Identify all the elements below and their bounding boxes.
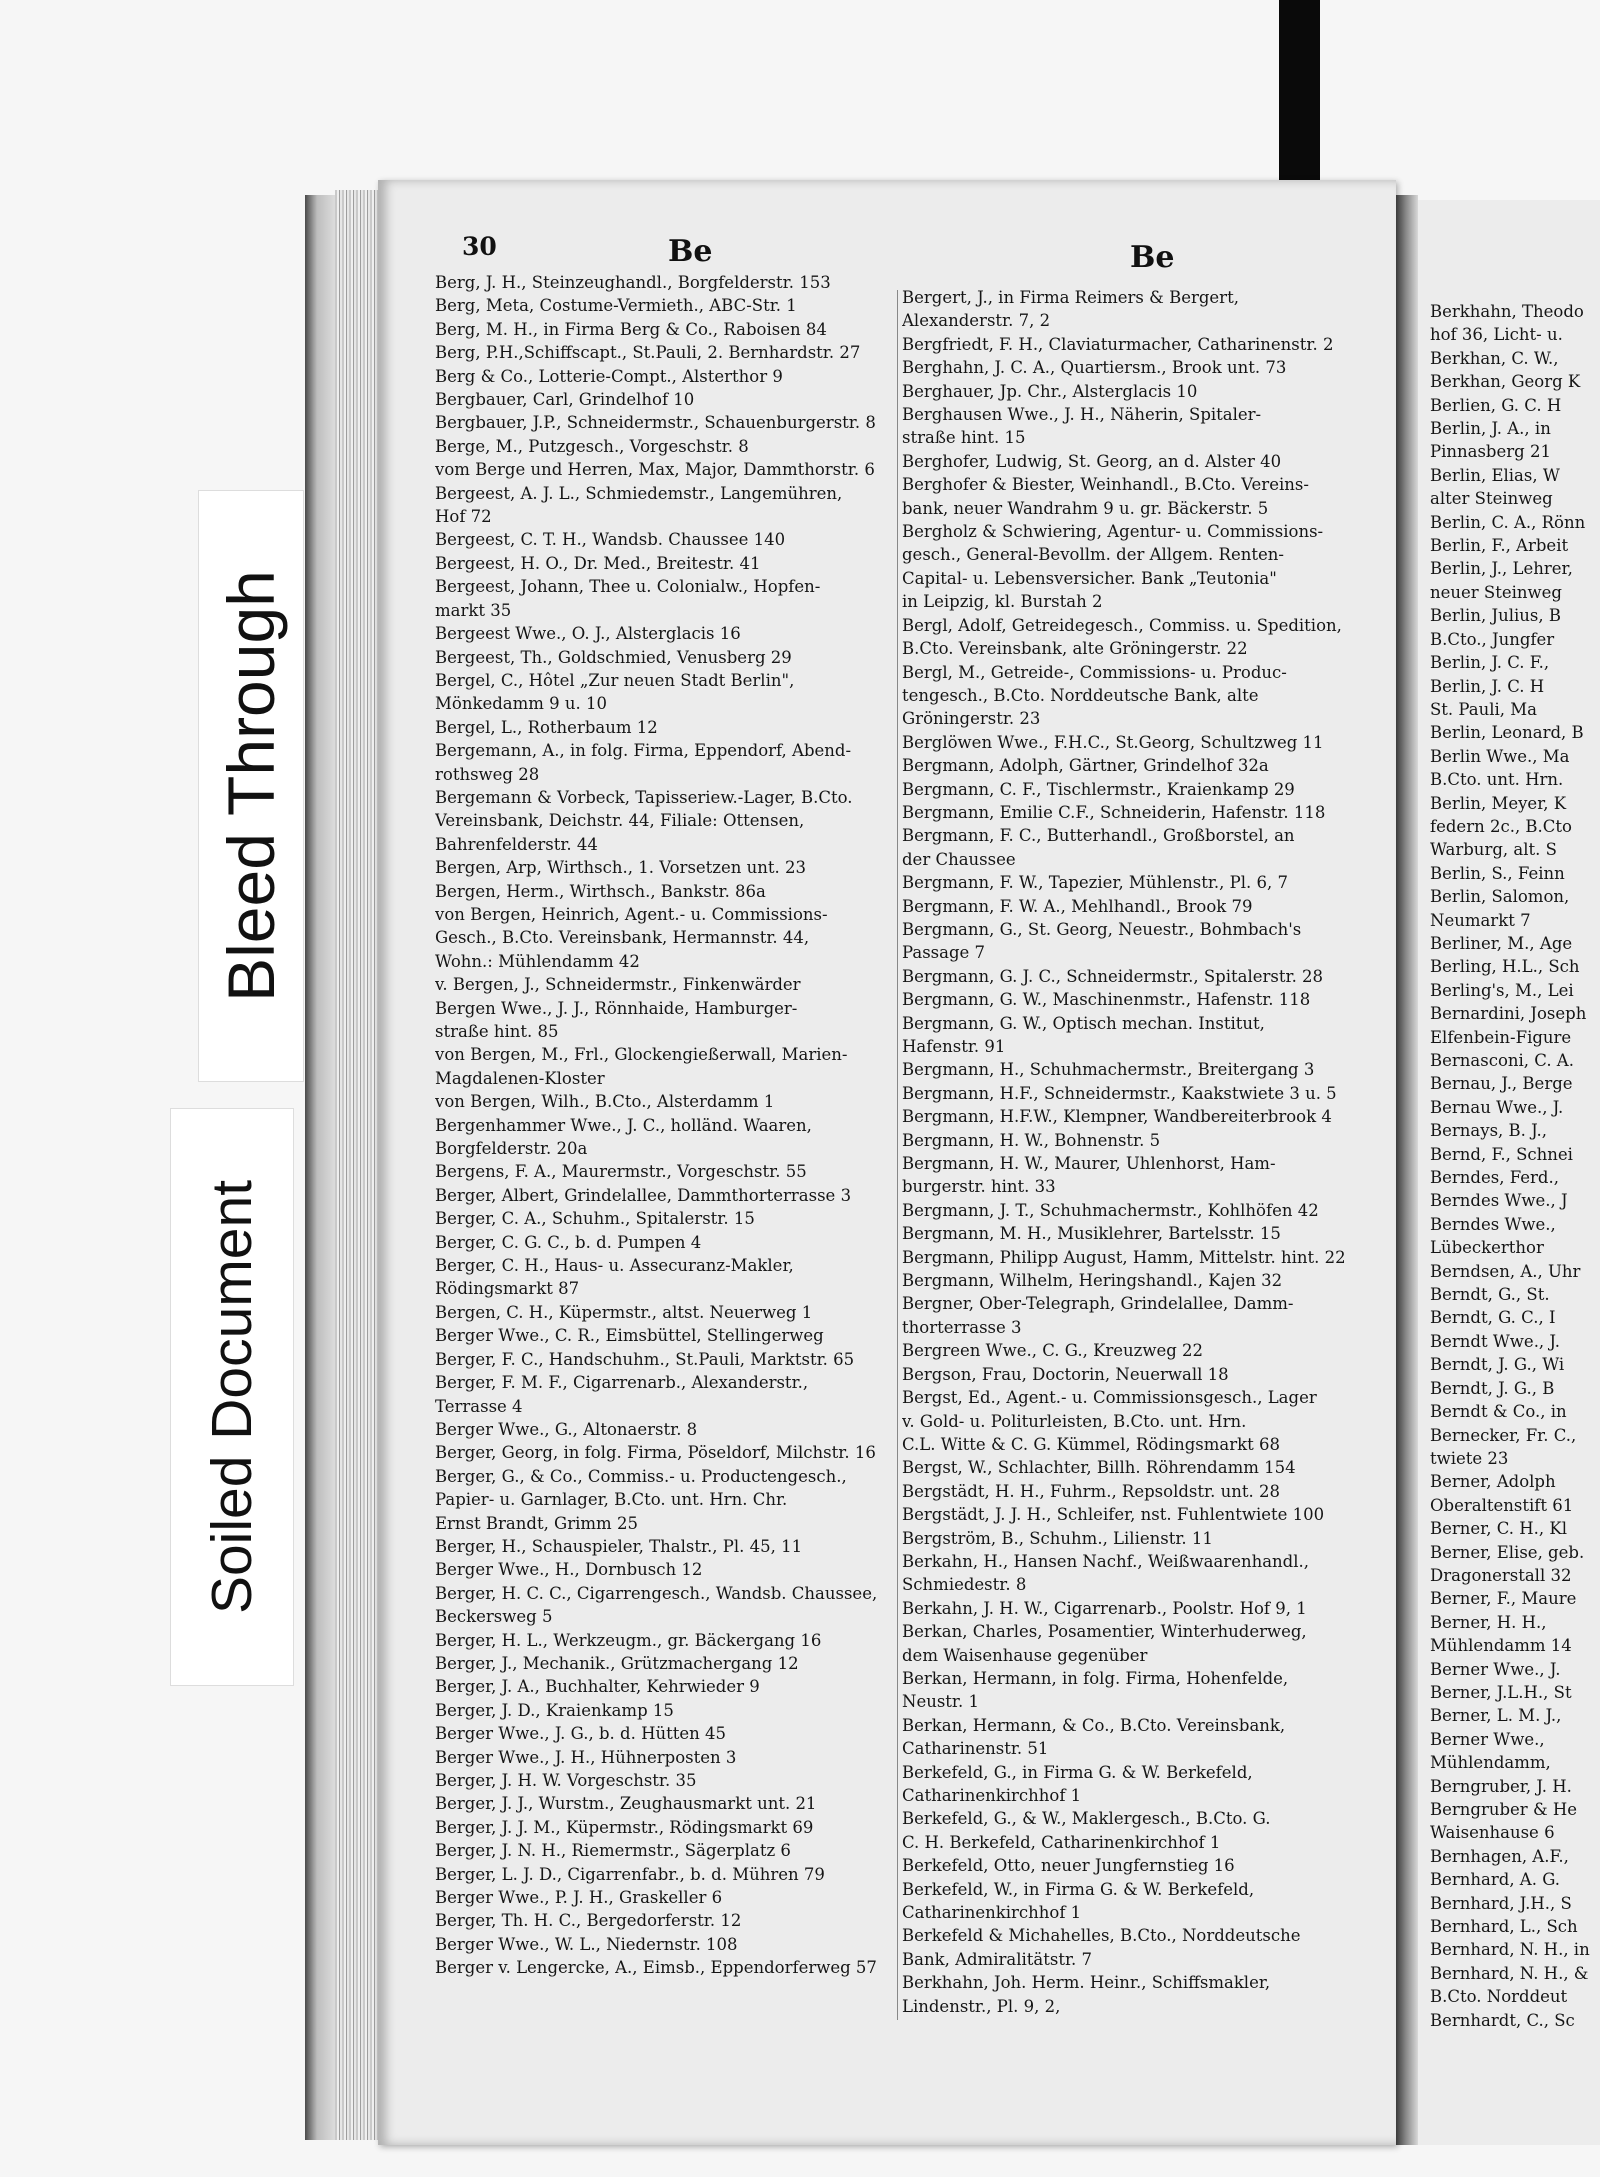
directory-entry-line: Schmiedestr. 8 xyxy=(902,1575,1027,1595)
directory-entry-line: Berkan, Charles, Posamentier, Winterhuderweg, xyxy=(902,1622,1307,1642)
directory-entry-line: Berger, H., Schauspieler, Thalstr., Pl. 45, 11 xyxy=(435,1536,803,1556)
directory-entry-line: Bergstädt, J. J. H., Schleifer, nst. Fuhlentwiete 100 xyxy=(902,1505,1325,1525)
directory-entry-line: Berger, C. H., Haus- u. Assecuranz-Makler, xyxy=(435,1256,794,1276)
directory-entry-line: Berner, L. M. J., xyxy=(1430,1706,1562,1726)
book-page-edges xyxy=(335,190,380,2140)
directory-entry-line: Hof 72 xyxy=(435,507,492,527)
directory-entry-line: dem Waisenhause gegenüber xyxy=(902,1645,1148,1665)
directory-entry-line: Berger, C. G. C., b. d. Pumpen 4 xyxy=(435,1232,702,1252)
directory-entry-line: Bernhard, L., Sch xyxy=(1430,1917,1578,1937)
directory-entry-line: der Chaussee xyxy=(902,849,1016,869)
directory-entry-line: Berner Wwe., J. xyxy=(1430,1659,1561,1679)
directory-column-middle xyxy=(902,286,1388,2018)
directory-entry-line: Oberaltenstift 61 xyxy=(1430,1495,1574,1515)
directory-entry-line: Berkhahn, Theodo xyxy=(1430,302,1584,321)
directory-column-left xyxy=(435,271,911,1980)
directory-entry-line: Berger, H. L., Werkzeugm., gr. Bäckergang 16 xyxy=(435,1630,822,1650)
directory-entry-line: v. Gold- u. Politurleisten, B.Cto. unt. Hrn. xyxy=(902,1411,1247,1431)
directory-entry-line: Borgfelderstr. 20a xyxy=(435,1139,588,1159)
directory-entry-line: Berghahn, J. C. A., Quartiersm., Brook unt. 73 xyxy=(902,358,1287,378)
directory-entry-line: Bergen, C. H., Küpermstr., altst. Neuerweg 1 xyxy=(435,1302,813,1322)
directory-entry-line: Berger, Georg, in folg. Firma, Pöseldorf, Milchstr. 16 xyxy=(435,1443,876,1463)
directory-entry-line: Berkefeld, W., in Firma G. & W. Berkefeld, xyxy=(902,1879,1255,1899)
left-column-heading: Be xyxy=(668,234,713,269)
directory-entry-line: thorterrasse 3 xyxy=(902,1317,1022,1337)
directory-entry-line: Capital- u. Lebensversicher. Bank „Teutonia" xyxy=(902,568,1277,588)
directory-entry-line: Bergmann, Wilhelm, Heringshandl., Kajen 32 xyxy=(902,1271,1283,1291)
book-gutter xyxy=(1396,195,1418,2145)
directory-entry-line: Catharinenstr. 51 xyxy=(902,1739,1049,1759)
directory-entry-line: Neumarkt 7 xyxy=(1430,910,1531,930)
directory-entry-line: Berner, F., Maure xyxy=(1430,1589,1577,1609)
directory-entry-line: neuer Steinweg xyxy=(1430,582,1562,602)
directory-entry-line: vom Berge und Herren, Max, Major, Dammthorstr. 6 xyxy=(435,460,875,480)
directory-entry-line: Neustr. 1 xyxy=(902,1692,979,1712)
directory-entry-line: Bergreen Wwe., C. G., Kreuzweg 22 xyxy=(902,1341,1204,1361)
directory-entry-line: Vereinsbank, Deichstr. 44, Filiale: Ottensen, xyxy=(435,811,805,831)
directory-entry-line: Bernays, B. J., xyxy=(1430,1121,1547,1141)
directory-entry-line: Mönkedamm 9 u. 10 xyxy=(435,694,608,714)
directory-entry-line: Berlin, J., Lehrer, xyxy=(1430,559,1573,579)
directory-entry-line: Berliner, M., Age xyxy=(1430,933,1573,953)
directory-entry-line: Bernhardt, C., Sc xyxy=(1430,2010,1575,2030)
directory-entry-line: Berling's, M., Lei xyxy=(1430,980,1574,1000)
bleed-through-text: Bleed Through xyxy=(214,570,288,1002)
directory-entry-line: Berlin, J. C. F., xyxy=(1430,653,1550,673)
directory-entry-line: Berkan, Hermann, in folg. Firma, Hohenfelde, xyxy=(902,1668,1289,1688)
directory-entry-line: Berg, Meta, Costume-Vermieth., ABC-Str. 1 xyxy=(435,296,797,316)
directory-entry-line: rothsweg 28 xyxy=(435,764,540,784)
directory-entry-line: Berger, J. D., Kraienkamp 15 xyxy=(435,1700,674,1720)
directory-entry-line: burgerstr. hint. 33 xyxy=(902,1177,1056,1197)
directory-entry-line: Bergen Wwe., J. J., Rönnhaide, Hamburger- xyxy=(435,998,798,1018)
directory-entry-line: Berghofer, Ludwig, St. Georg, an d. Alster 40 xyxy=(902,451,1282,471)
directory-entry-line: Berger, C. A., Schuhm., Spitalerstr. 15 xyxy=(435,1209,755,1229)
directory-entry-line: Berg, J. H., Steinzeughandl., Borgfelderstr. 153 xyxy=(435,273,831,292)
directory-entry-line: Bergner, Ober-Telegraph, Grindelallee, Damm- xyxy=(902,1294,1294,1314)
directory-entry-line: St. Pauli, Ma xyxy=(1430,699,1538,719)
directory-entry-line: markt 35 xyxy=(435,600,512,620)
directory-entry-line: Berlin, Meyer, K xyxy=(1430,793,1567,813)
directory-entry-line: Berner, Adolph xyxy=(1430,1472,1556,1492)
directory-entry-line: Magdalenen-Kloster xyxy=(435,1068,605,1088)
directory-entry-line: Berkhan, C. W., xyxy=(1430,348,1559,368)
directory-entry-line: Berghofer & Biester, Weinhandl., B.Cto. Vereins- xyxy=(902,475,1309,495)
directory-entry-line: Bergmann, J. T., Schuhmachermstr., Kohlhöfen 42 xyxy=(902,1200,1319,1220)
directory-entry-line: Papier- u. Garnlager, B.Cto. unt. Hrn. Chr. xyxy=(435,1490,788,1510)
directory-entry-line: Beckersweg 5 xyxy=(435,1607,553,1627)
directory-entry-line: Alexanderstr. 7, 2 xyxy=(902,311,1051,331)
directory-entry-line: Pinnasberg 21 xyxy=(1430,442,1551,462)
directory-entry-line: Wohn.: Mühlendamm 42 xyxy=(435,951,640,971)
directory-entry-line: Berndt, J. G., B xyxy=(1430,1378,1555,1398)
directory-entry-line: Bergmann, G. J. C., Schneidermstr., Spitalerstr. 28 xyxy=(902,966,1324,986)
directory-entry-line: Bernd, F., Schnei xyxy=(1430,1144,1573,1164)
directory-entry-line: Bergmann, H.F., Schneidermstr., Kaakstwiete 3 u. 5 xyxy=(902,1083,1337,1103)
directory-entry-line: von Bergen, Wilh., B.Cto., Alsterdamm 1 xyxy=(435,1092,775,1112)
directory-entry-line: Bergmann, M. H., Musiklehrer, Bartelsstr. 15 xyxy=(902,1224,1281,1244)
directory-entry-line: alter Steinweg xyxy=(1430,489,1553,509)
directory-entry-line: Bergen, Herm., Wirthsch., Bankstr. 86a xyxy=(435,881,766,901)
directory-entry-line: Catharinenkirchhof 1 xyxy=(902,1903,1082,1923)
directory-entry-line: Berner Wwe., xyxy=(1430,1729,1545,1749)
directory-entry-line: Berger, F. C., Handschuhm., St.Pauli, Marktstr. 65 xyxy=(435,1349,855,1369)
directory-entry-line: Bergmann, C. F., Tischlermstr., Kraienkamp 29 xyxy=(902,779,1295,799)
directory-entry-line: Bergmann, H. W., Bohnenstr. 5 xyxy=(902,1130,1161,1150)
directory-entry-line: Berger Wwe., W. L., Niedernstr. 108 xyxy=(435,1934,738,1954)
directory-entry-line: Berglöwen Wwe., F.H.C., St.Georg, Schultzweg 11 xyxy=(902,732,1324,752)
directory-entry-line: Berger Wwe., H., Dornbusch 12 xyxy=(435,1560,703,1580)
directory-entry-line: Berkan, Hermann, & Co., B.Cto. Vereinsbank, xyxy=(902,1715,1286,1735)
directory-entry-line: Berndes Wwe., xyxy=(1430,1214,1556,1234)
directory-entry-line: Berg, P.H.,Schiffscapt., St.Pauli, 2. Bernhardstr. 27 xyxy=(435,343,861,363)
directory-entry-line: Gesch., B.Cto. Vereinsbank, Hermannstr. 44, xyxy=(435,928,810,948)
directory-entry-line: Berkahn, H., Hansen Nachf., Weißwaarenhandl., xyxy=(902,1551,1310,1571)
directory-entry-line: B.Cto. unt. Hrn. xyxy=(1430,770,1564,790)
directory-entry-line: Bergel, C., Hôtel „Zur neuen Stadt Berlin", xyxy=(435,670,795,690)
directory-entry-line: Berkhan, Georg K xyxy=(1430,372,1581,392)
directory-entry-line: Bernau Wwe., J. xyxy=(1430,1097,1564,1117)
directory-entry-line: Berkefeld, G., & W., Maklergesch., B.Cto. G. xyxy=(902,1809,1271,1829)
directory-entry-line: Bergmann, G. W., Optisch mechan. Institut, xyxy=(902,1013,1265,1033)
directory-entry-line: Berndsen, A., Uhr xyxy=(1430,1261,1581,1281)
directory-entry-line: Berghausen Wwe., J. H., Näherin, Spitaler- xyxy=(902,405,1262,425)
directory-entry-line: von Bergen, M., Frl., Glockengießerwall, Marien- xyxy=(435,1045,848,1065)
directory-entry-line: Bergmann, F. W. A., Mehlhandl., Brook 79 xyxy=(902,896,1253,916)
directory-entry-line: Bernecker, Fr. C., xyxy=(1430,1425,1577,1445)
directory-entry-line: Berger, H. C. C., Cigarrengesch., Wandsb. Chaussee, xyxy=(435,1583,878,1603)
directory-entry-line: Berlin, J. C. H xyxy=(1430,676,1545,696)
directory-entry-line: Berger, J. H. W. Vorgeschstr. 35 xyxy=(435,1771,697,1790)
directory-entry-line: Hafenstr. 91 xyxy=(902,1037,1006,1056)
directory-entry-line: Rödingsmarkt 87 xyxy=(435,1279,580,1299)
directory-entry-line: Berger, J., Mechanik., Grützmachergang 12 xyxy=(435,1653,799,1673)
directory-entry-line: Berger Wwe., J. H., Hühnerposten 3 xyxy=(435,1747,737,1767)
directory-entry-line: Berger, F. M. F., Cigarrenarb., Alexanderstr., xyxy=(435,1373,809,1393)
directory-entry-line: Berner, Elise, geb. xyxy=(1430,1542,1585,1562)
directory-entry-line: Bernau, J., Berge xyxy=(1430,1074,1573,1094)
directory-entry-line: Bergmann, G., St. Georg, Neuestr., Bohmbach's xyxy=(902,919,1302,939)
directory-entry-line: C.L. Witte & C. G. Kümmel, Rödingsmarkt 68 xyxy=(902,1434,1280,1454)
directory-entry-line: Bergmann, Philipp August, Hamm, Mittelstr. hint. 22 xyxy=(902,1247,1346,1267)
book-spine-shadow xyxy=(305,195,335,2140)
directory-entry-line: Bernasconi, C. A. xyxy=(1430,1051,1574,1070)
directory-column-right xyxy=(1430,300,1600,2032)
directory-entry-line: B.Cto., Jungfer xyxy=(1430,629,1555,649)
directory-entry-line: Berlin Wwe., Ma xyxy=(1430,746,1570,766)
directory-entry-line: Berner, J.L.H., St xyxy=(1430,1682,1572,1702)
directory-entry-line: Berlin, C. A., Rönn xyxy=(1430,512,1586,532)
directory-entry-line: C. H. Berkefeld, Catharinenkirchhof 1 xyxy=(902,1832,1221,1852)
directory-entry-line: Berngruber, J. H. xyxy=(1430,1776,1572,1796)
directory-entry-line: Bergmann, F. W., Tapezier, Mühlenstr., Pl. 6, 7 xyxy=(902,873,1289,893)
directory-entry-line: Bergenhammer Wwe., J. C., holländ. Waaren, xyxy=(435,1115,812,1135)
directory-entry-line: Bergeest, H. O., Dr. Med., Breitestr. 41 xyxy=(435,553,761,573)
directory-entry-line: bank, neuer Wandrahm 9 u. gr. Bäckerstr. 5 xyxy=(902,498,1269,518)
directory-entry-line: Berger, Th. H. C., Bergedorferstr. 12 xyxy=(435,1911,742,1931)
soiled-document-text: Soiled Document xyxy=(200,1179,264,1615)
directory-entry-line: Mühlendamm, xyxy=(1430,1753,1551,1773)
directory-entry-line: Berlin, Elias, W xyxy=(1430,465,1560,485)
directory-entry-line: Berger, J. J. M., Küpermstr., Rödingsmarkt 69 xyxy=(435,1817,814,1837)
directory-entry-line: Bergmann, H., Schuhmachermstr., Breitergang 3 xyxy=(902,1060,1315,1080)
directory-entry-line: Bergens, F. A., Maurermstr., Vorgeschstr. 55 xyxy=(435,1162,807,1182)
directory-entry-line: Dragonerstall 32 xyxy=(1430,1565,1572,1585)
directory-entry-line: Bergeest, Th., Goldschmied, Venusberg 29 xyxy=(435,647,792,667)
directory-entry-line: Berger, J. A., Buchhalter, Kehrwieder 9 xyxy=(435,1677,760,1697)
directory-entry-line: Berndt, G., St. xyxy=(1430,1285,1550,1305)
directory-entry-line: Berger Wwe., C. R., Eimsbüttel, Stellingerweg xyxy=(435,1326,824,1346)
directory-entry-line: Bergeest, Johann, Thee u. Colonialw., Hopfen- xyxy=(435,577,821,597)
directory-entry-line: Bernhard, A. G. xyxy=(1430,1870,1561,1890)
directory-entry-line: Bergmann, Adolph, Gärtner, Grindelhof 32a xyxy=(902,756,1269,776)
directory-entry-line: Berndt, G. C., I xyxy=(1430,1308,1556,1328)
directory-entry-line: Mühlendamm 14 xyxy=(1430,1636,1572,1656)
directory-entry-line: Berlin, Julius, B xyxy=(1430,606,1561,626)
directory-entry-line: Berger, J. J., Wurstm., Zeughausmarkt unt. 21 xyxy=(435,1794,817,1814)
directory-entry-line: Bergbauer, J.P., Schneidermstr., Schauenburgerstr. 8 xyxy=(435,413,876,433)
directory-entry-line: Lübeckerthor xyxy=(1430,1238,1544,1258)
directory-entry-line: Berghauer, Jp. Chr., Alsterglacis 10 xyxy=(902,381,1198,401)
directory-entry-line: Berlin, F., Arbeit xyxy=(1430,536,1569,556)
directory-entry-line: gesch., General-Bevollm. der Allgem. Renten- xyxy=(902,545,1284,565)
directory-entry-line: Berge, M., Putzgesch., Vorgeschstr. 8 xyxy=(435,436,749,456)
directory-entry-line: B.Cto. Vereinsbank, alte Gröningerstr. 22 xyxy=(902,639,1248,659)
directory-entry-line: Gröningerstr. 23 xyxy=(902,709,1041,729)
directory-entry-line: Bergst, W., Schlachter, Billh. Röhrendamm 154 xyxy=(902,1458,1296,1478)
directory-entry-line: Catharinenkirchhof 1 xyxy=(902,1786,1082,1805)
directory-entry-line: Bernardini, Joseph xyxy=(1430,1004,1587,1024)
directory-entry-line: Bergeest, A. J. L., Schmiedemstr., Langemühren, xyxy=(435,483,843,503)
directory-entry-line: Bergström, B., Schuhm., Lilienstr. 11 xyxy=(902,1528,1213,1548)
directory-entry-line: Berger, G., & Co., Commiss.- u. Productengesch., xyxy=(435,1466,847,1486)
directory-entry-line: Bahrenfelderstr. 44 xyxy=(435,834,598,854)
directory-entry-line: Berg, M. H., in Firma Berg & Co., Raboisen 84 xyxy=(435,319,827,339)
directory-entry-line: in Leipzig, kl. Burstah 2 xyxy=(902,592,1103,612)
directory-entry-line: Berger Wwe., P. J. H., Graskeller 6 xyxy=(435,1888,723,1908)
directory-entry-line: Bergfriedt, F. H., Claviaturmacher, Catharinenstr. 2 xyxy=(902,334,1334,354)
directory-entry-line: Bergeest Wwe., O. J., Alsterglacis 16 xyxy=(435,624,741,644)
directory-entry-line: B.Cto. Norddeut xyxy=(1430,1987,1568,2007)
directory-entry-line: Berkahn, J. H. W., Cigarrenarb., Poolstr. Hof 9, 1 xyxy=(902,1598,1307,1618)
soiled-document-label xyxy=(170,1108,294,1686)
directory-entry-line: Bergl, Adolf, Getreidegesch., Commiss. u. Spedition, xyxy=(902,615,1342,635)
directory-entry-line: straße hint. 15 xyxy=(902,428,1026,448)
directory-entry-line: Bergbauer, Carl, Grindelhof 10 xyxy=(435,390,695,410)
directory-entry-line: Warburg, alt. S xyxy=(1430,840,1557,860)
directory-entry-line: Bernhard, J.H., S xyxy=(1430,1893,1572,1913)
directory-entry-line: straße hint. 85 xyxy=(435,1022,559,1041)
directory-entry-line: Berger, J. N. H., Riemermstr., Sägerplatz 6 xyxy=(435,1841,791,1861)
directory-entry-line: Bergemann, A., in folg. Firma, Eppendorf, Abend- xyxy=(435,741,852,761)
directory-entry-line: Lindenstr., Pl. 9, 2, xyxy=(902,1996,1061,2016)
directory-entry-line: federn 2c., B.Cto xyxy=(1430,816,1572,836)
directory-entry-line: Berndt Wwe., J. xyxy=(1430,1331,1561,1351)
directory-entry-line: Bergen, Arp, Wirthsch., 1. Vorsetzen unt. 23 xyxy=(435,858,807,878)
directory-entry-line: Berlien, G. C. H xyxy=(1430,395,1562,415)
directory-entry-line: Bank, Admiralitätstr. 7 xyxy=(902,1949,1093,1969)
directory-entry-line: Berndes Wwe., J xyxy=(1430,1191,1568,1211)
directory-entry-line: Bergeest, C. T. H., Wandsb. Chaussee 140 xyxy=(435,530,786,550)
directory-entry-line: Berndt & Co., in xyxy=(1430,1402,1567,1422)
directory-entry-line: Berlin, Salomon, xyxy=(1430,887,1570,907)
directory-entry-line: Berger Wwe., G., Altonaerstr. 8 xyxy=(435,1419,698,1439)
directory-entry-line: Berlin, Leonard, B xyxy=(1430,723,1584,743)
directory-entry-line: hof 36, Licht- u. xyxy=(1430,325,1563,345)
directory-entry-line: Bergmann, Emilie C.F., Schneiderin, Hafenstr. 118 xyxy=(902,802,1326,822)
directory-entry-line: Berndt, J. G., Wi xyxy=(1430,1355,1565,1375)
directory-entry-line: Bergmann, H.F.W., Klempner, Wandbereiterbrook 4 xyxy=(902,1107,1332,1127)
directory-entry-line: Waisenhause 6 xyxy=(1430,1823,1555,1843)
directory-entry-line: Bergel, L., Rotherbaum 12 xyxy=(435,717,658,737)
directory-entry-line: v. Bergen, J., Schneidermstr., Finkenwärder xyxy=(435,975,801,995)
directory-entry-line: Berkhahn, Joh. Herm. Heinr., Schiffsmakler, xyxy=(902,1973,1271,1993)
directory-entry-line: Berlin, J. A., in xyxy=(1430,419,1551,439)
directory-entry-line: Bergmann, H. W., Maurer, Uhlenhorst, Ham- xyxy=(902,1154,1276,1174)
directory-entry-line: twiete 23 xyxy=(1430,1448,1509,1468)
directory-entry-line: Berner, H. H., xyxy=(1430,1612,1547,1632)
directory-entry-line: Berger v. Lengercke, A., Eimsb., Eppendorferweg 57 xyxy=(435,1958,877,1978)
directory-entry-line: Berling, H.L., Sch xyxy=(1430,957,1580,977)
directory-entry-line: Bergstädt, H. H., Fuhrm., Repsoldstr. unt. 28 xyxy=(902,1481,1280,1501)
directory-entry-line: Bergson, Frau, Doctorin, Neuerwall 18 xyxy=(902,1364,1229,1384)
directory-entry-line: Berlin, S., Feinn xyxy=(1430,863,1565,883)
directory-entry-line: Berndes, Ferd., xyxy=(1430,1168,1559,1188)
directory-entry-line: Berger, Albert, Grindelallee, Dammthorterrasse 3 xyxy=(435,1185,852,1205)
directory-entry-line: Berger Wwe., J. G., b. d. Hütten 45 xyxy=(435,1724,726,1744)
directory-entry-line: tengesch., B.Cto. Norddeutsche Bank, alte xyxy=(902,685,1259,705)
directory-entry-line: Berngruber & He xyxy=(1430,1800,1578,1819)
directory-entry-line: Elfenbein-Figure xyxy=(1430,1027,1572,1047)
directory-entry-line: Berkefeld, Otto, neuer Jungfernstieg 16 xyxy=(902,1856,1235,1876)
directory-entry-line: Berkefeld, G., in Firma G. & W. Berkefeld, xyxy=(902,1762,1253,1782)
directory-entry-line: Passage 7 xyxy=(902,943,986,963)
directory-entry-line: Berger, L. J. D., Cigarrenfabr., b. d. Mühren 79 xyxy=(435,1864,825,1884)
directory-entry-line: Bernhagen, A.F., xyxy=(1430,1846,1569,1866)
directory-entry-line: Bergholz & Schwiering, Agentur- u. Commissions- xyxy=(902,522,1324,542)
directory-entry-line: Bergemann & Vorbeck, Tapisseriew.-Lager, B.Cto. xyxy=(435,787,853,807)
directory-entry-line: Berner, C. H., Kl xyxy=(1430,1519,1567,1539)
directory-entry-line: Terrasse 4 xyxy=(435,1396,523,1416)
directory-entry-line: Bergert, J., in Firma Reimers & Bergert, xyxy=(902,288,1239,307)
directory-entry-line: Bernhard, N. H., in xyxy=(1430,1940,1590,1960)
directory-entry-line: Bergl, M., Getreide-, Commissions- u. Produc- xyxy=(902,662,1287,682)
directory-entry-line: Bergst, Ed., Agent.- u. Commissionsgesch., Lager xyxy=(902,1388,1317,1408)
directory-entry-line: Bergmann, F. C., Butterhandl., Großborstel, an xyxy=(902,826,1295,846)
bleed-through-label xyxy=(198,490,304,1082)
directory-entry-line: Bernhard, N. H., & xyxy=(1430,1963,1589,1983)
directory-entry-line: Berg & Co., Lotterie-Compt., Alsterthor 9 xyxy=(435,366,783,386)
directory-entry-line: von Bergen, Heinrich, Agent.- u. Commissions- xyxy=(435,904,828,924)
directory-entry-line: Ernst Brandt, Grimm 25 xyxy=(435,1513,638,1533)
page-number: 30 xyxy=(462,232,497,261)
right-column-heading: Be xyxy=(1130,240,1175,275)
directory-entry-line: Berkefeld & Michahelles, B.Cto., Norddeutsche xyxy=(902,1926,1301,1946)
directory-entry-line: Bergmann, G. W., Maschinenmstr., Hafenstr. 118 xyxy=(902,990,1311,1010)
